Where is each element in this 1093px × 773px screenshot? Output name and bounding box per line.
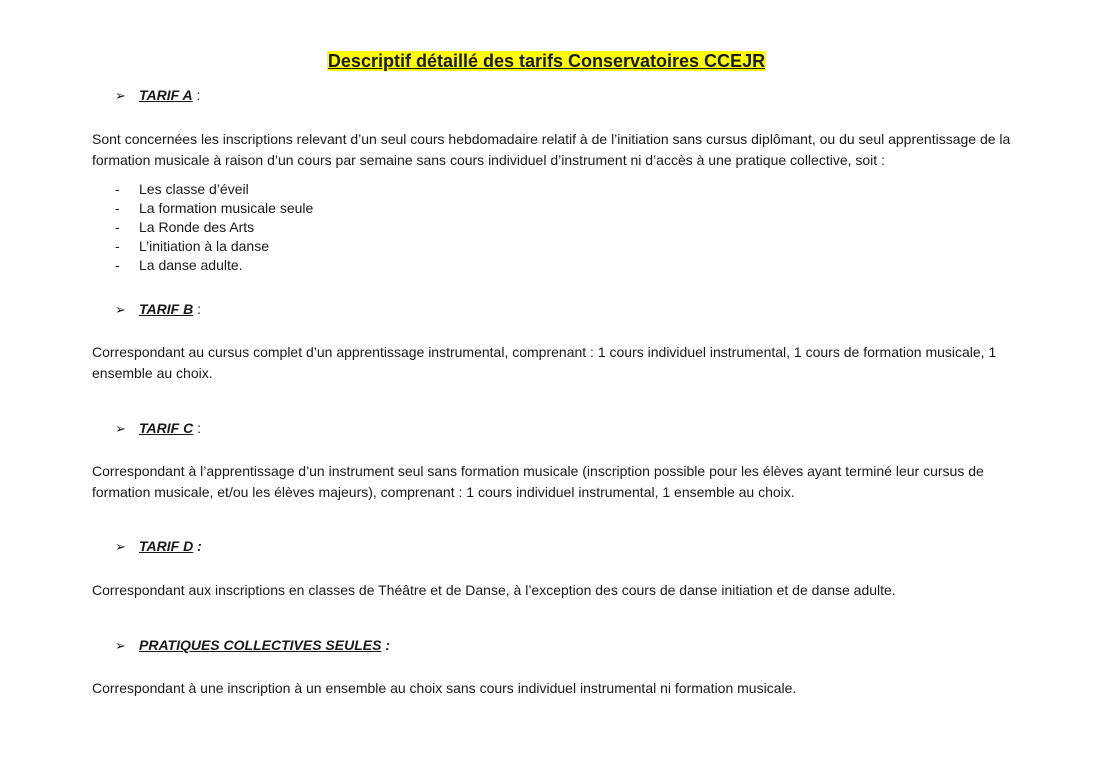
list-item: [115, 218, 313, 237]
document-title-text: Descriptif détaillé des tarifs Conservatoires CCEJR: [327, 51, 766, 71]
arrow-bullet-icon: ➢: [115, 639, 126, 654]
list-item-text: La Ronde des Arts: [139, 219, 255, 235]
dash-bullet: -: [115, 238, 120, 254]
paragraph-pratiques-collectives: Correspondant à une inscription à un ensemble au choix sans cours individuel instrumental ni formation musicale.: [92, 680, 797, 696]
list-item: [115, 180, 313, 199]
heading-pratiques-collectives-suffix: :: [381, 637, 390, 653]
heading-tarif-d-label: TARIF D: [139, 538, 194, 554]
list-item: [115, 199, 313, 218]
heading-tarif-c: [115, 419, 201, 439]
heading-tarif-c-suffix: :: [193, 420, 201, 436]
dash-bullet: -: [115, 257, 120, 273]
heading-tarif-a: [115, 86, 200, 106]
dash-bullet: -: [115, 200, 120, 216]
heading-tarif-b-suffix: :: [193, 301, 201, 317]
paragraph-tarif-c: Correspondant à l’apprentissage d’un instrument seul sans formation musicale (inscription possible pour les élèves ayant terminé leur cursus de formation musicale, et/ou les élèves majeurs), comprenant : 1 cours individuel instrumental, 1 ensemble au choix.: [92, 463, 984, 500]
heading-tarif-c-label: TARIF C: [139, 420, 194, 436]
list-item-text: La danse adulte.: [139, 257, 243, 273]
tarif-a-list: [115, 180, 313, 275]
list-item: [115, 256, 313, 275]
arrow-bullet-icon: ➢: [115, 540, 126, 555]
heading-pratiques-collectives: [115, 636, 390, 656]
heading-tarif-a-suffix: :: [192, 87, 201, 103]
list-item: [115, 237, 313, 256]
paragraph-tarif-d: Correspondant aux inscriptions en classes de Théâtre et de Danse, à l’exception des cours de danse initiation et de danse adulte.: [92, 582, 896, 598]
heading-pratiques-collectives-label: PRATIQUES COLLECTIVES SEULES: [139, 637, 382, 653]
heading-tarif-d: [115, 537, 202, 557]
heading-tarif-b: [115, 300, 201, 320]
list-item-text: L’initiation à la danse: [139, 238, 269, 254]
arrow-bullet-icon: ➢: [115, 89, 126, 104]
heading-tarif-a-label: TARIF A: [139, 87, 193, 103]
document-title: [0, 49, 1093, 73]
arrow-bullet-icon: ➢: [115, 303, 126, 318]
paragraph-tarif-a: Sont concernées les inscriptions relevant d’un seul cours hebdomadaire relatif à de l’initiation sans cursus diplômant, ou du seul apprentissage de la formation musicale à raison d’un cours par semaine sans cours individuel d’instrument ni d’accès à une pratique collective, soit :: [92, 131, 1011, 168]
list-item-text: La formation musicale seule: [139, 200, 314, 216]
heading-tarif-d-suffix: :: [193, 538, 202, 554]
paragraph-tarif-b: Correspondant au cursus complet d’un apprentissage instrumental, comprenant : 1 cours individuel instrumental, 1 cours de formation musicale, 1 ensemble au choix.: [92, 344, 997, 381]
heading-tarif-b-label: TARIF B: [139, 301, 194, 317]
list-item-text: Les classe d’éveil: [139, 181, 249, 197]
dash-bullet: -: [115, 219, 120, 235]
arrow-bullet-icon: ➢: [115, 422, 126, 437]
dash-bullet: -: [115, 181, 120, 197]
